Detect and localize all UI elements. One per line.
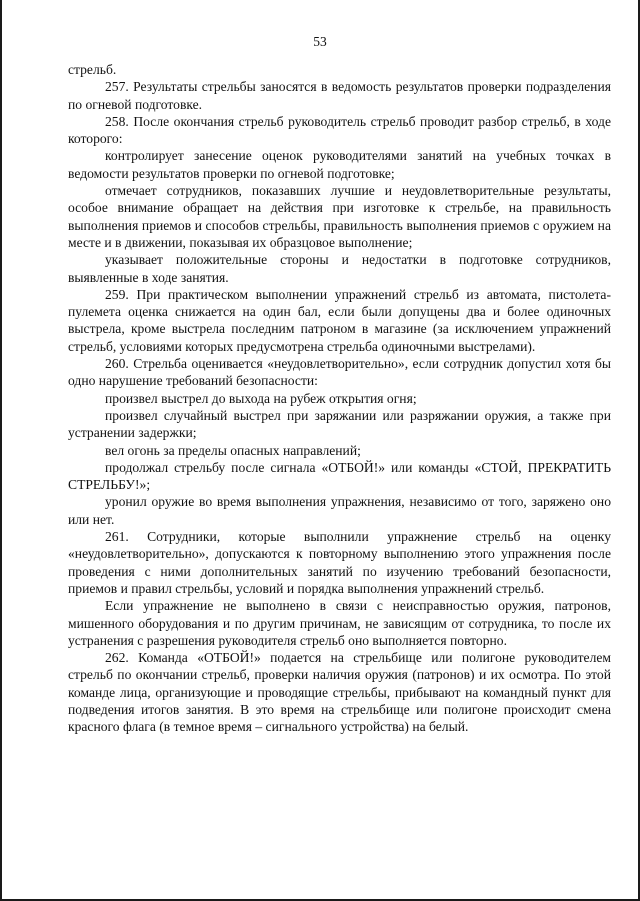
paragraph-258-item-2: отмечает сотрудников, показавших лучшие и неудовлетворительные результаты, особое внимание обращает на действия при изготовке к стрельбе, на правильность выполнения приемов и способов стрельбы, правильность выполнения приемов с оружием на месте и в движении, показывая их образцовое выполнение; [68, 183, 611, 250]
paragraph-258: 258. После окончания стрельб руководитель стрельб проводит разбор стрельб, в ходе которого: [68, 113, 611, 147]
paragraph-261-cont: Если упражнение не выполнено в связи с неисправностью оружия, патронов, мишенного оборудования и по другим причинам, не зависящим от сотрудника, то после их устранения с разрешения руководителя стрельб оно выполняется повторно. [68, 598, 611, 648]
paragraph-261: 261. Сотрудники, которые выполнили упражнение стрельб на оценку «неудовлетворительно», допускаются к повторному выполнению этого упражнения после проведения с ними дополнительных занятий по изучению требований безопасности, приемов и правил стрельбы, условий и порядка выполнения упражнений стрельб. [68, 529, 611, 596]
page-number: 53 [313, 34, 327, 49]
paragraph-260: 260. Стрельба оценивается «неудовлетворительно», если сотрудник допустил хотя бы одно нарушение требований безопасности: [68, 356, 611, 389]
paragraph-260-item-3: вел огонь за пределы опасных направлений; [105, 442, 361, 458]
paragraph-258-item-3: указывает положительные стороны и недостатки в подготовке сотрудников, выявленные в ходе занятия. [68, 252, 611, 285]
paragraph-257: 257. Результаты стрельбы заносятся в ведомость результатов проверки подразделения по огневой подготовке. [68, 79, 611, 112]
paragraph-260-item-2: произвел случайный выстрел при заряжании или разряжании оружия, а также при устранении задержки; [68, 407, 611, 441]
document-body [68, 61, 611, 736]
paragraph-258-item-1: контролирует занесение оценок руководителями занятий на учебных точках в ведомости результатов проверки по огневой подготовке; [68, 148, 611, 181]
paragraph-260-item-5: уронил оружие во время выполнения упражнения, независимо от того, заряжено оно или нет. [68, 494, 611, 527]
paragraph-260-item-4: продолжал стрельбу после сигнала «ОТБОЙ!» или команды «СТОЙ, ПРЕКРАТИТЬ СТРЕЛЬБУ!»; [68, 459, 611, 493]
paragraph-259: 259. При практическом выполнении упражнений стрельб из автомата, пистолета-пулемета оценка снижается на один бал, если были допущены два и более одиночных выстрела, кроме выстрела последним патроном в магазине (за исключением упражнений стрельб, условиями которых предусмотрена стрельба одиночными выстрелами). [68, 286, 611, 354]
paragraph-262: 262. Команда «ОТБОЙ!» подается на стрельбище или полигоне руководителем стрельб по окончании стрельб, проверки наличия оружия (патронов) и их осмотра. По этой команде лица, организующие и проводящие стрельбы, прибывают на командный пункт для подведения итогов занятия. В это время на стрельбище или полигоне происходит смена красного флага (в темное время – сигнального устройства) на белый. [68, 650, 611, 735]
paragraph-continuation: стрельб. [68, 62, 117, 77]
paragraph-260-item-1: произвел выстрел до выхода на рубеж открытия огня; [105, 390, 417, 406]
